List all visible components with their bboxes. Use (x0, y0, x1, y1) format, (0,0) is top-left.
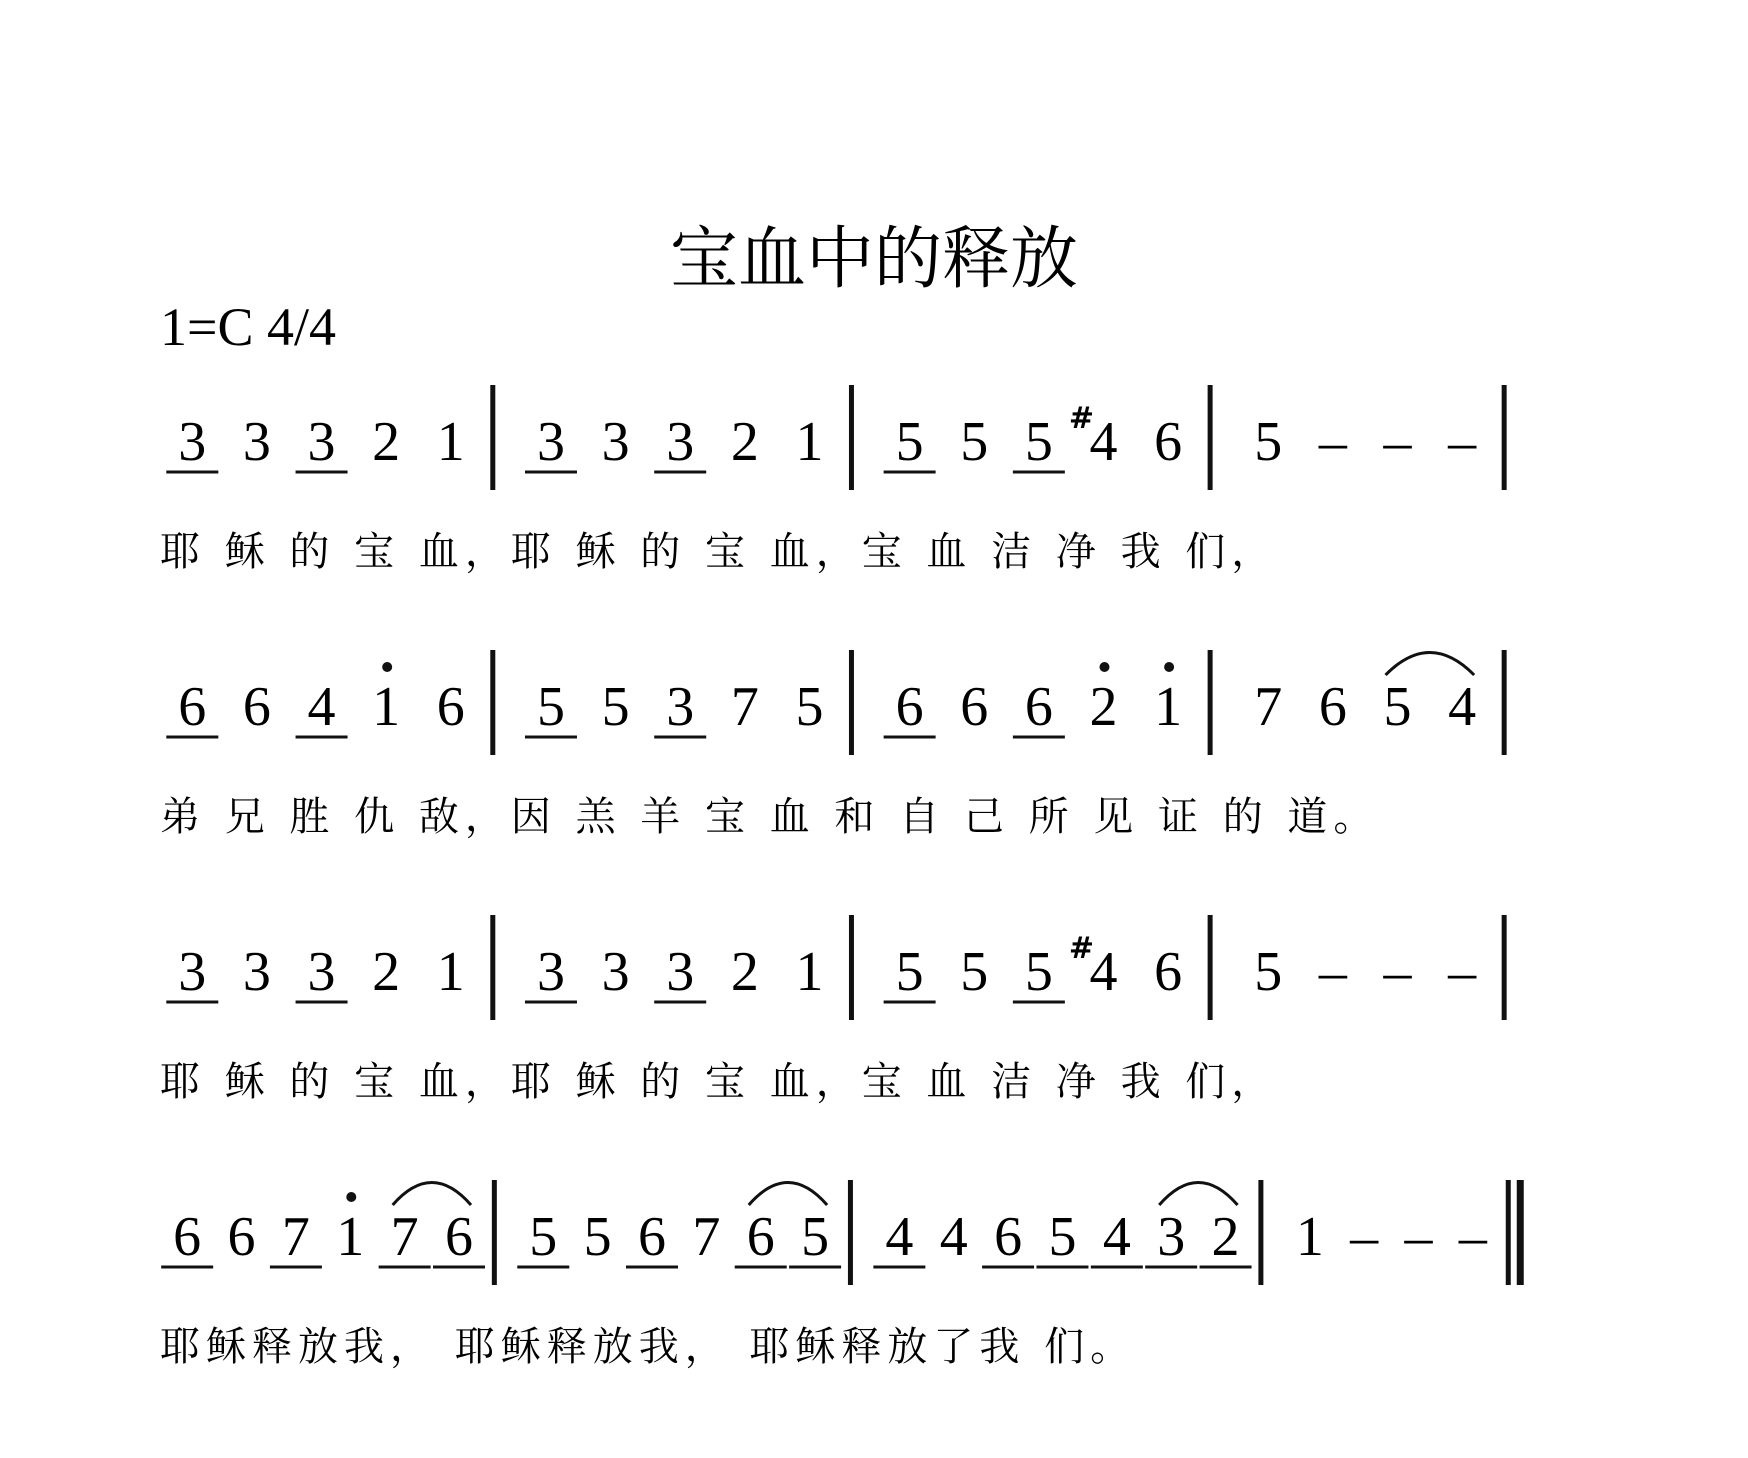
notation-line (160, 650, 1504, 840)
note: 4 (885, 1206, 914, 1268)
note: 5 (601, 676, 630, 738)
octave-dot (1099, 662, 1109, 672)
note: 5 (1383, 676, 1412, 738)
note: 6 (227, 1206, 256, 1268)
sustain-dash: – (1383, 411, 1412, 473)
note: 3 (242, 411, 271, 473)
note: 6 (895, 676, 924, 738)
note: 5 (1048, 1206, 1077, 1268)
note: 3 (1157, 1206, 1186, 1268)
octave-dot (346, 1192, 356, 1202)
note: 3 (601, 941, 630, 1003)
note: 5 (583, 1206, 612, 1268)
octave-dot (1164, 662, 1174, 672)
note: 7 (390, 1206, 419, 1268)
note: 5 (536, 676, 565, 738)
note: 2 (372, 941, 401, 1003)
sustain-dash: – (1318, 411, 1347, 473)
note: 6 (436, 676, 465, 738)
note: 5 (895, 941, 924, 1003)
note: 2 (1211, 1206, 1240, 1268)
note: 5 (1024, 941, 1053, 1003)
note: 3 (242, 941, 271, 1003)
lyric-line: 耶稣释放我， 耶稣释放我， 耶稣释放了我 们。 (160, 1324, 1137, 1370)
note: 6 (242, 676, 271, 738)
note: 5 (1254, 411, 1283, 473)
note: 5 (960, 941, 989, 1003)
note: 6 (178, 676, 207, 738)
note: 6 (1024, 676, 1053, 738)
song-title: 宝血中的释放 (669, 220, 1079, 299)
sustain-dash: – (1404, 1206, 1433, 1268)
note: 6 (445, 1206, 474, 1268)
note: 1 (436, 941, 465, 1003)
note: 5 (1254, 941, 1283, 1003)
note: 3 (536, 411, 565, 473)
note: 1 (795, 941, 824, 1003)
slur-arc (749, 1183, 827, 1206)
notation-line (160, 385, 1504, 575)
slur-arc (393, 1183, 471, 1206)
octave-dot (382, 662, 392, 672)
note: 2 (372, 411, 401, 473)
note: 3 (307, 411, 336, 473)
note: 3 (307, 941, 336, 1003)
note: 3 (178, 941, 207, 1003)
note: 7 (730, 676, 759, 738)
note: 1 (436, 411, 465, 473)
note: 2 (730, 941, 759, 1003)
note: 4 (1448, 676, 1477, 738)
note: 5 (895, 411, 924, 473)
note: 1 (372, 676, 401, 738)
note: 4 (939, 1206, 968, 1268)
sustain-dash: – (1318, 941, 1347, 1003)
note: 5 (960, 411, 989, 473)
note: 1 (336, 1206, 365, 1268)
notation-line (160, 915, 1504, 1105)
slur-arc (1159, 1183, 1237, 1206)
note: 4 (307, 676, 336, 738)
sustain-dash: – (1383, 941, 1412, 1003)
note: 5 (801, 1206, 830, 1268)
note: 5 (795, 676, 824, 738)
note: 3 (666, 941, 695, 1003)
note: 7 (1254, 676, 1283, 738)
note: 3 (666, 411, 695, 473)
note: 6 (746, 1206, 775, 1268)
note: 4 (1102, 1206, 1131, 1268)
note: 2 (730, 411, 759, 473)
note: 3 (178, 411, 207, 473)
sustain-dash: – (1448, 411, 1477, 473)
notation-line (160, 1180, 1520, 1370)
sharp-sign: # (1068, 931, 1095, 966)
note: 6 (638, 1206, 667, 1268)
note: 7 (692, 1206, 721, 1268)
note: 6 (960, 676, 989, 738)
note: 3 (601, 411, 630, 473)
slur-arc (1386, 653, 1475, 676)
note: 1 (795, 411, 824, 473)
key-signature: 1=C 4/4 (160, 297, 336, 357)
lyric-line: 耶 稣 的 宝 血，耶 稣 的 宝 血，宝 血 洁 净 我 们， (160, 529, 1278, 575)
sustain-dash: – (1350, 1206, 1379, 1268)
note: 6 (994, 1206, 1023, 1268)
note: 4 (1089, 411, 1118, 473)
lyric-line: 耶 稣 的 宝 血，耶 稣 的 宝 血，宝 血 洁 净 我 们， (160, 1059, 1278, 1105)
sustain-dash: – (1448, 941, 1477, 1003)
note: 1 (1295, 1206, 1324, 1268)
note: 6 (1154, 941, 1183, 1003)
note: 5 (529, 1206, 558, 1268)
note: 6 (1318, 676, 1347, 738)
note: 4 (1089, 941, 1118, 1003)
notation-lines (160, 385, 1520, 1370)
note: 6 (173, 1206, 202, 1268)
sharp-sign: # (1068, 401, 1095, 436)
note: 3 (536, 941, 565, 1003)
lyric-line: 弟 兄 胜 仇 敌，因 羔 羊 宝 血 和 自 己 所 见 证 的 道。 (160, 794, 1380, 840)
note: 7 (281, 1206, 310, 1268)
sustain-dash: – (1458, 1206, 1487, 1268)
note: 3 (666, 676, 695, 738)
note: 6 (1154, 411, 1183, 473)
note: 5 (1024, 411, 1053, 473)
note: 2 (1089, 676, 1118, 738)
note: 1 (1154, 676, 1183, 738)
